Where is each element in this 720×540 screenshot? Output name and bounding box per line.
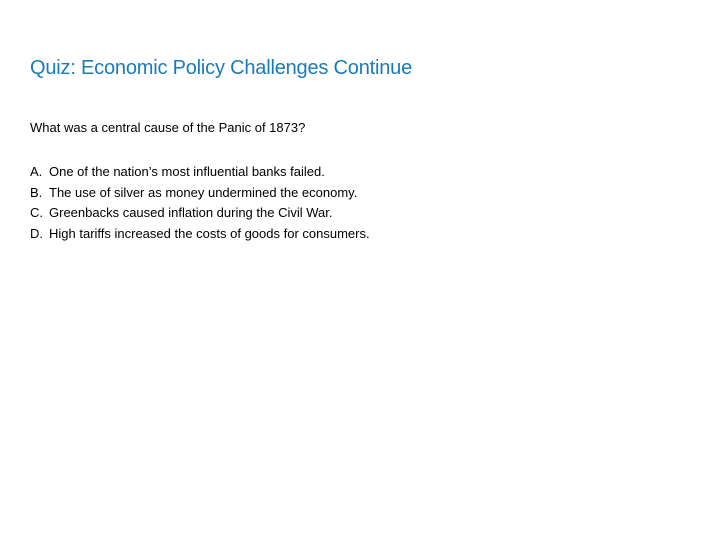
answer-option-b (30, 183, 370, 204)
answer-option-d (30, 224, 370, 245)
option-letter: C. (30, 205, 43, 220)
option-letter: D. (30, 225, 43, 241)
option-letter: A. (30, 164, 43, 179)
answer-option-c (30, 203, 370, 224)
option-letter: B. (30, 184, 43, 200)
answer-option-a (30, 162, 370, 183)
option-text: The use of silver as money undermined the economy. (49, 184, 358, 200)
option-text: High tariffs increased the costs of goods for consumers. (49, 225, 370, 241)
answer-options-list (30, 162, 370, 244)
option-text: Greenbacks caused inflation during the Civil War. (49, 205, 333, 220)
option-text: One of the nation’s most influential banks failed. (49, 164, 325, 179)
slide-title: Quiz: Economic Policy Challenges Continue (30, 57, 412, 79)
quiz-question: What was a central cause of the Panic of 1873? (30, 120, 306, 135)
